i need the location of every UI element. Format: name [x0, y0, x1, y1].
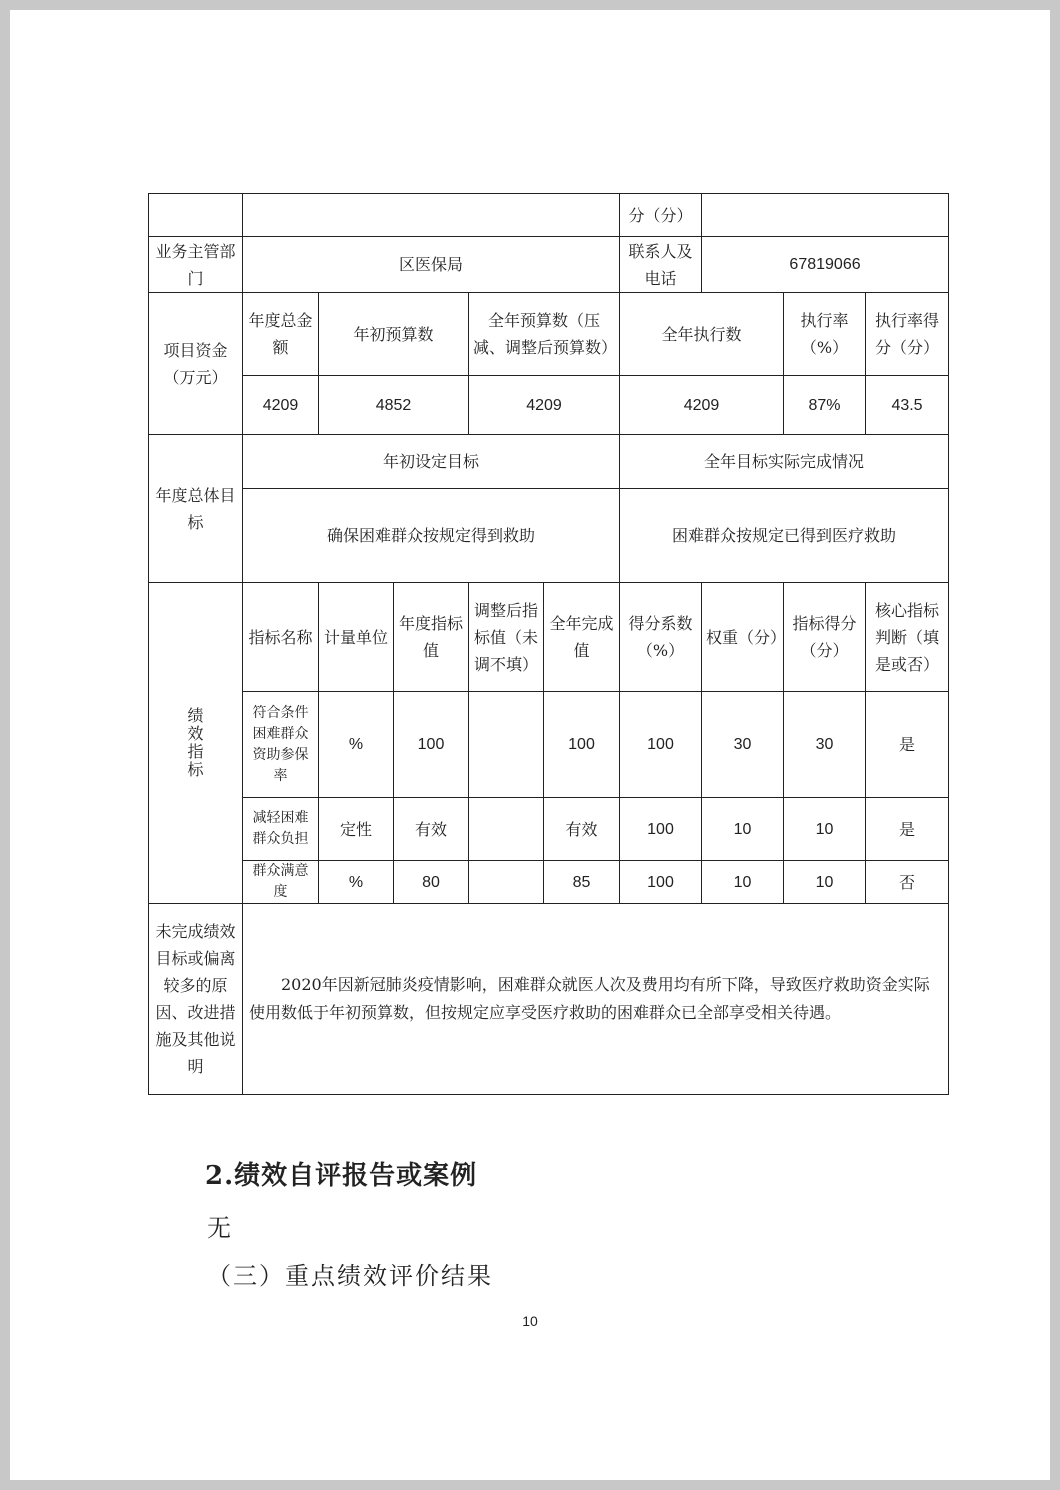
blank-cell: [243, 194, 620, 237]
indicators-label: [149, 583, 243, 904]
contact-value: 67819066: [702, 237, 949, 293]
indicator-header: 核心指标判断（填是或否）: [866, 583, 949, 692]
indicator-coef: 100: [620, 798, 702, 861]
page-number: 10: [522, 1313, 538, 1329]
table-row: [149, 692, 949, 798]
funds-value: 4852: [319, 376, 469, 435]
funds-header: 全年预算数（压减、调整后预算数）: [469, 293, 620, 376]
indicator-adjusted: [469, 861, 544, 904]
funds-value-row: [149, 376, 949, 435]
indicator-header: 指标名称: [243, 583, 319, 692]
score-unit-cell: 分（分）: [620, 194, 702, 237]
indicator-coef: 100: [620, 861, 702, 904]
goals-label: 年度总体目标: [149, 435, 243, 583]
indicator-score: 30: [784, 692, 866, 798]
indicator-adjusted: [469, 692, 544, 798]
dept-label: 业务主管部门: [149, 237, 243, 293]
funds-header: 年度总金额: [243, 293, 319, 376]
indicator-target: 有效: [394, 798, 469, 861]
blank-cell: [149, 194, 243, 237]
indicator-score: 10: [784, 861, 866, 904]
table-row: [149, 861, 949, 904]
funds-value: 43.5: [866, 376, 949, 435]
goals-set-value: 确保困难群众按规定得到救助: [243, 489, 620, 583]
indicator-actual: 85: [544, 861, 620, 904]
table-row: [149, 798, 949, 861]
indicator-header: 调整后指标值（未调不填）: [469, 583, 544, 692]
funds-value: 4209: [620, 376, 784, 435]
goals-actual-value: 困难群众按规定已得到医疗救助: [620, 489, 949, 583]
indicator-score: 10: [784, 798, 866, 861]
indicator-header-row: [149, 583, 949, 692]
indicator-coef: 100: [620, 692, 702, 798]
explanation-text: 2020年因新冠肺炎疫情影响，困难群众就医人次及费用均有所下降，导致医疗救助资金实际使用数低于年初预算数，但按规定应享受医疗救助的困难群众已全部享受相关待遇。: [249, 975, 930, 1022]
indicator-core: 否: [866, 861, 949, 904]
funds-label: 项目资金（万元）: [149, 293, 243, 435]
indicator-actual: 有效: [544, 798, 620, 861]
indicator-header: 指标得分（分）: [784, 583, 866, 692]
indicator-adjusted: [469, 798, 544, 861]
indicator-header: 权重（分）: [702, 583, 784, 692]
indicator-unit: 定性: [319, 798, 394, 861]
explanation-cell: [243, 904, 949, 1095]
indicator-actual: 100: [544, 692, 620, 798]
indicator-target: 100: [394, 692, 469, 798]
funds-header: 全年执行数: [620, 293, 784, 376]
indicator-header: 年度指标值: [394, 583, 469, 692]
blank-cell: [702, 194, 949, 237]
performance-table: [148, 193, 949, 1095]
document-page: [10, 10, 1050, 1480]
explanation-row: [149, 904, 949, 1095]
goals-header-row: [149, 435, 949, 489]
section-body: 无: [207, 1214, 231, 1242]
funds-value: 4209: [243, 376, 319, 435]
section-heading: 2.绩效自评报告或案例: [205, 1161, 478, 1191]
indicator-weight: 10: [702, 861, 784, 904]
indicator-header: 全年完成值: [544, 583, 620, 692]
indicator-name: 群众满意度: [243, 861, 319, 904]
indicator-target: 80: [394, 861, 469, 904]
funds-header-row: [149, 293, 949, 376]
goals-set-header: 年初设定目标: [243, 435, 620, 489]
indicator-header: 得分系数（%）: [620, 583, 702, 692]
dept-value: 区医保局: [243, 237, 620, 293]
indicator-weight: 10: [702, 798, 784, 861]
indicator-header: 计量单位: [319, 583, 394, 692]
funds-value: 4209: [469, 376, 620, 435]
top-row: [149, 194, 949, 237]
goals-value-row: [149, 489, 949, 583]
indicator-weight: 30: [702, 692, 784, 798]
explanation-label: 未完成绩效目标或偏离较多的原因、改进措施及其他说明: [149, 904, 243, 1095]
indicator-name: 符合条件困难群众资助参保率: [243, 692, 319, 798]
indicators-label-text: 绩效指标: [187, 706, 204, 779]
funds-header: 执行率得分（分）: [866, 293, 949, 376]
goals-actual-header: 全年目标实际完成情况: [620, 435, 949, 489]
dept-row: [149, 237, 949, 293]
funds-header: 执行率（%）: [784, 293, 866, 376]
funds-header: 年初预算数: [319, 293, 469, 376]
indicator-core: 是: [866, 798, 949, 861]
section-heading: （三）重点绩效评价结果: [207, 1262, 493, 1290]
contact-label: 联系人及电话: [620, 237, 702, 293]
indicator-name: 减轻困难群众负担: [243, 798, 319, 861]
funds-value: 87%: [784, 376, 866, 435]
indicator-core: 是: [866, 692, 949, 798]
indicator-unit: %: [319, 861, 394, 904]
indicator-unit: %: [319, 692, 394, 798]
